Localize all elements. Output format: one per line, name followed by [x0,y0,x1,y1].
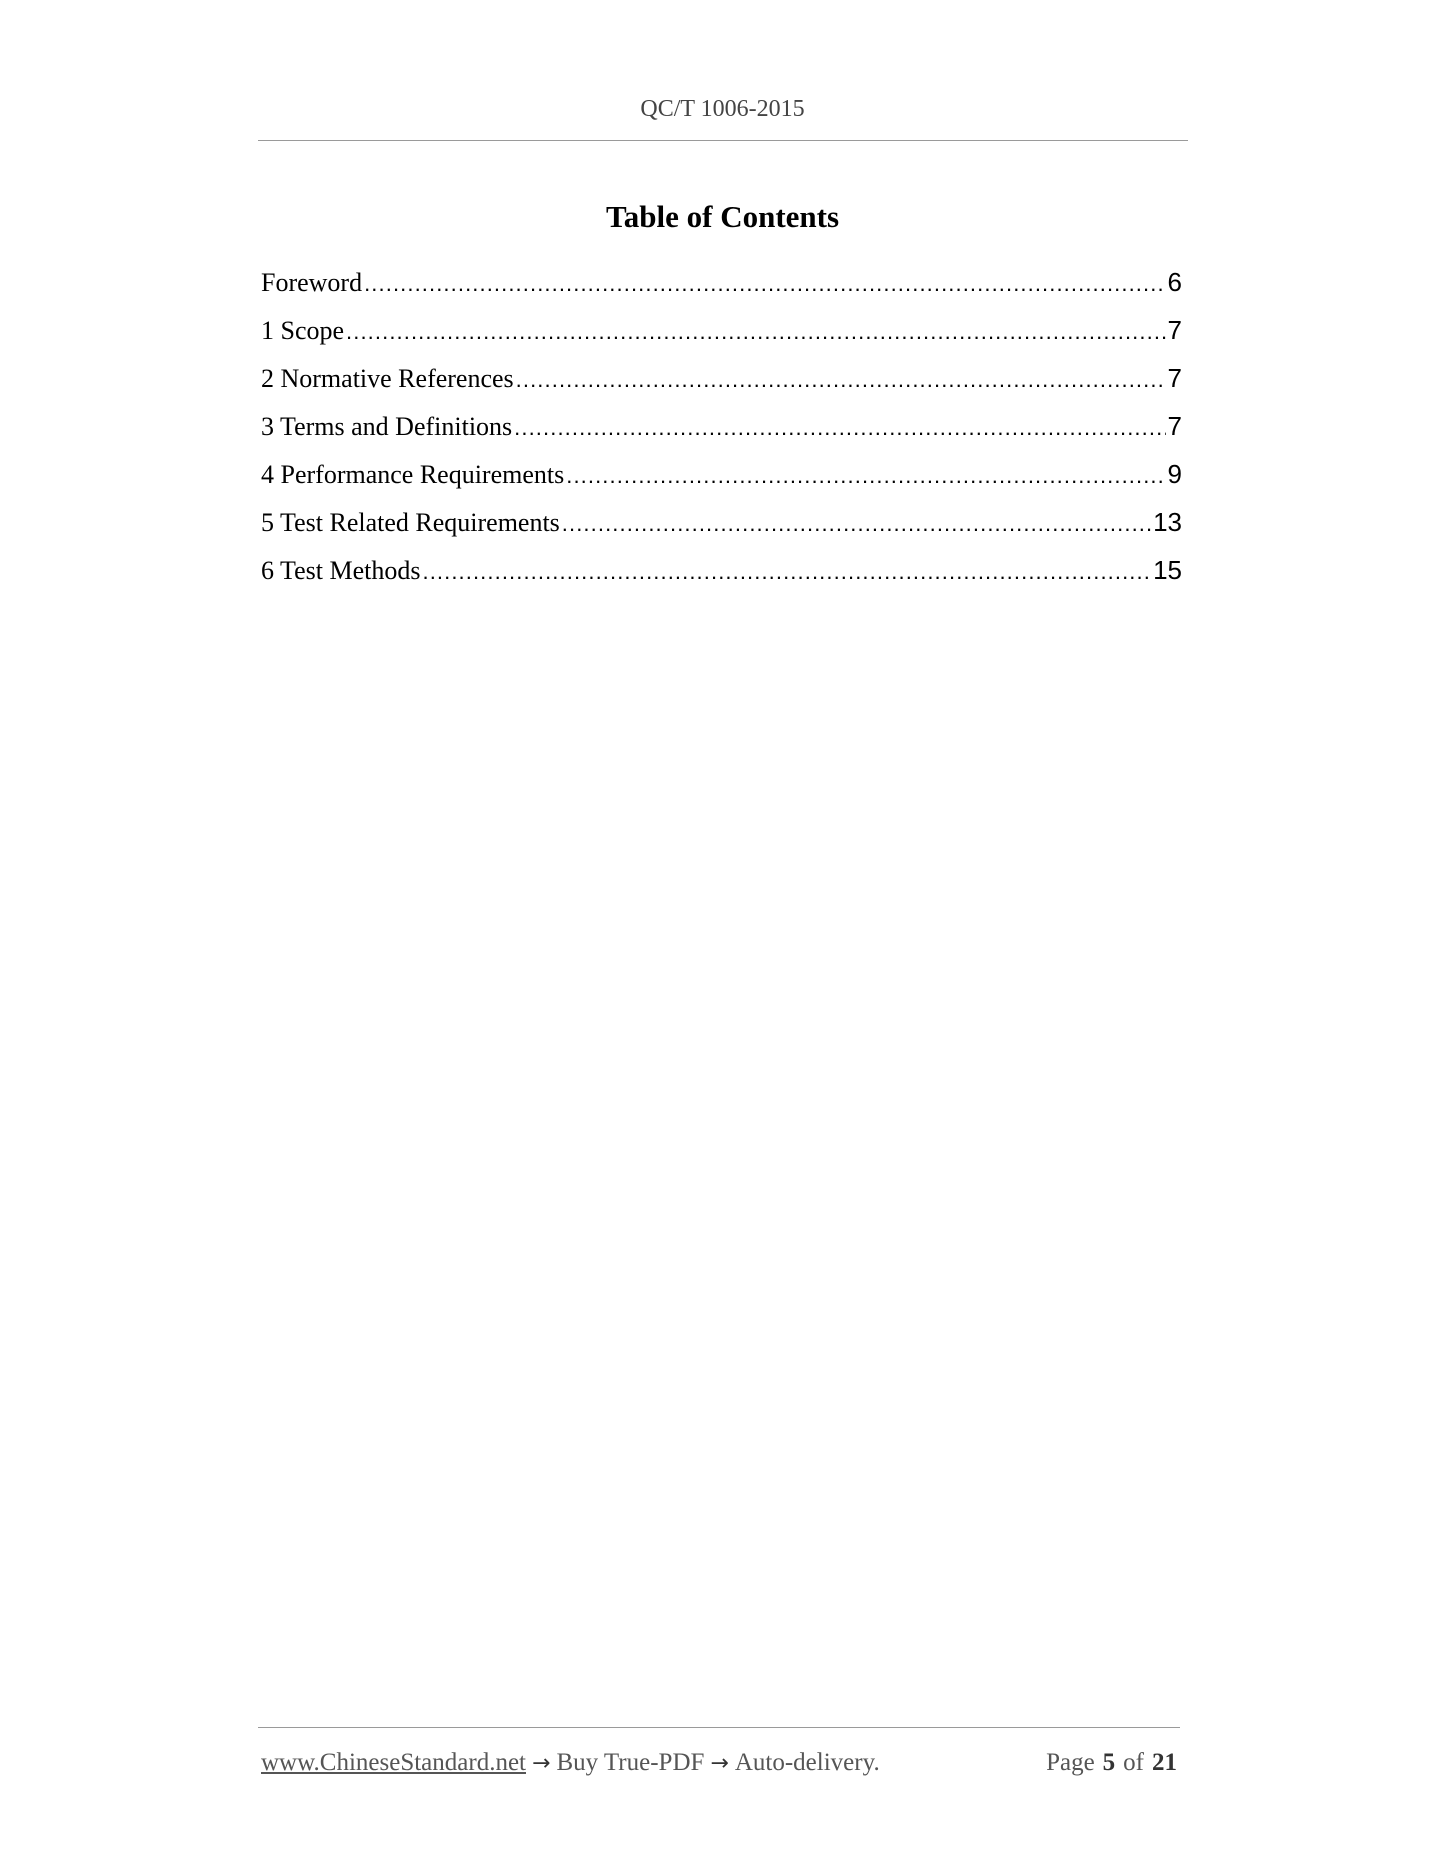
page-number [1046,1745,1177,1781]
toc-entry-test-methods[interactable] [261,550,1182,598]
toc-entry-page: 15 [1153,555,1182,585]
toc-list [261,262,1182,598]
toc-entry-page: 9 [1167,459,1182,489]
toc-entry-label: Foreword [261,268,363,297]
toc-entry-test-related-requirements[interactable] [261,502,1182,550]
toc-dot-leader [422,552,1151,592]
toc-entry-label: 6 Test Methods [261,556,421,585]
footer-promo [261,1745,880,1782]
toc-dot-leader [516,360,1166,400]
toc-entry-label: 3 Terms and Definitions [261,412,513,441]
toc-entry-label: 4 Performance Requirements [261,460,565,489]
toc-dot-leader [364,264,1165,304]
toc-entry-page: 13 [1153,507,1182,537]
toc-entry-label: 1 Scope [261,316,345,345]
toc-entry-scope[interactable] [261,310,1182,358]
of-word: of [1123,1749,1144,1776]
arrow-right-icon: → [710,1751,729,1776]
toc-entry-page: 6 [1167,267,1182,297]
header-divider [258,140,1188,141]
toc-dot-leader [346,312,1165,352]
toc-entry-label: 5 Test Related Requirements [261,508,560,537]
page-total: 21 [1152,1749,1177,1776]
footer-step-delivery: Auto-delivery. [734,1749,880,1776]
document-header-id: QC/T 1006-2015 [640,96,805,122]
toc-entry-page: 7 [1167,315,1182,345]
toc-entry-page: 7 [1167,411,1182,441]
page-current: 5 [1102,1749,1116,1776]
toc-entry-label: 2 Normative References [261,364,514,393]
page-word: Page [1046,1749,1095,1776]
toc-entry-terms-and-definitions[interactable] [261,406,1182,454]
toc-entry-normative-references[interactable] [261,358,1182,406]
footer-divider [258,1727,1180,1728]
toc-dot-leader [562,504,1151,544]
toc-dot-leader [566,456,1165,496]
arrow-right-icon: → [532,1751,551,1776]
toc-entry-performance-requirements[interactable] [261,454,1182,502]
toc-entry-foreword[interactable] [261,262,1182,310]
footer-step-buy: Buy True-PDF [556,1749,705,1776]
toc-dot-leader [514,408,1165,448]
page-footer [261,1745,1177,1781]
website-link[interactable]: www.ChineseStandard.net [261,1749,526,1776]
toc-title: Table of Contents [605,199,840,234]
toc-entry-page: 7 [1167,363,1182,393]
